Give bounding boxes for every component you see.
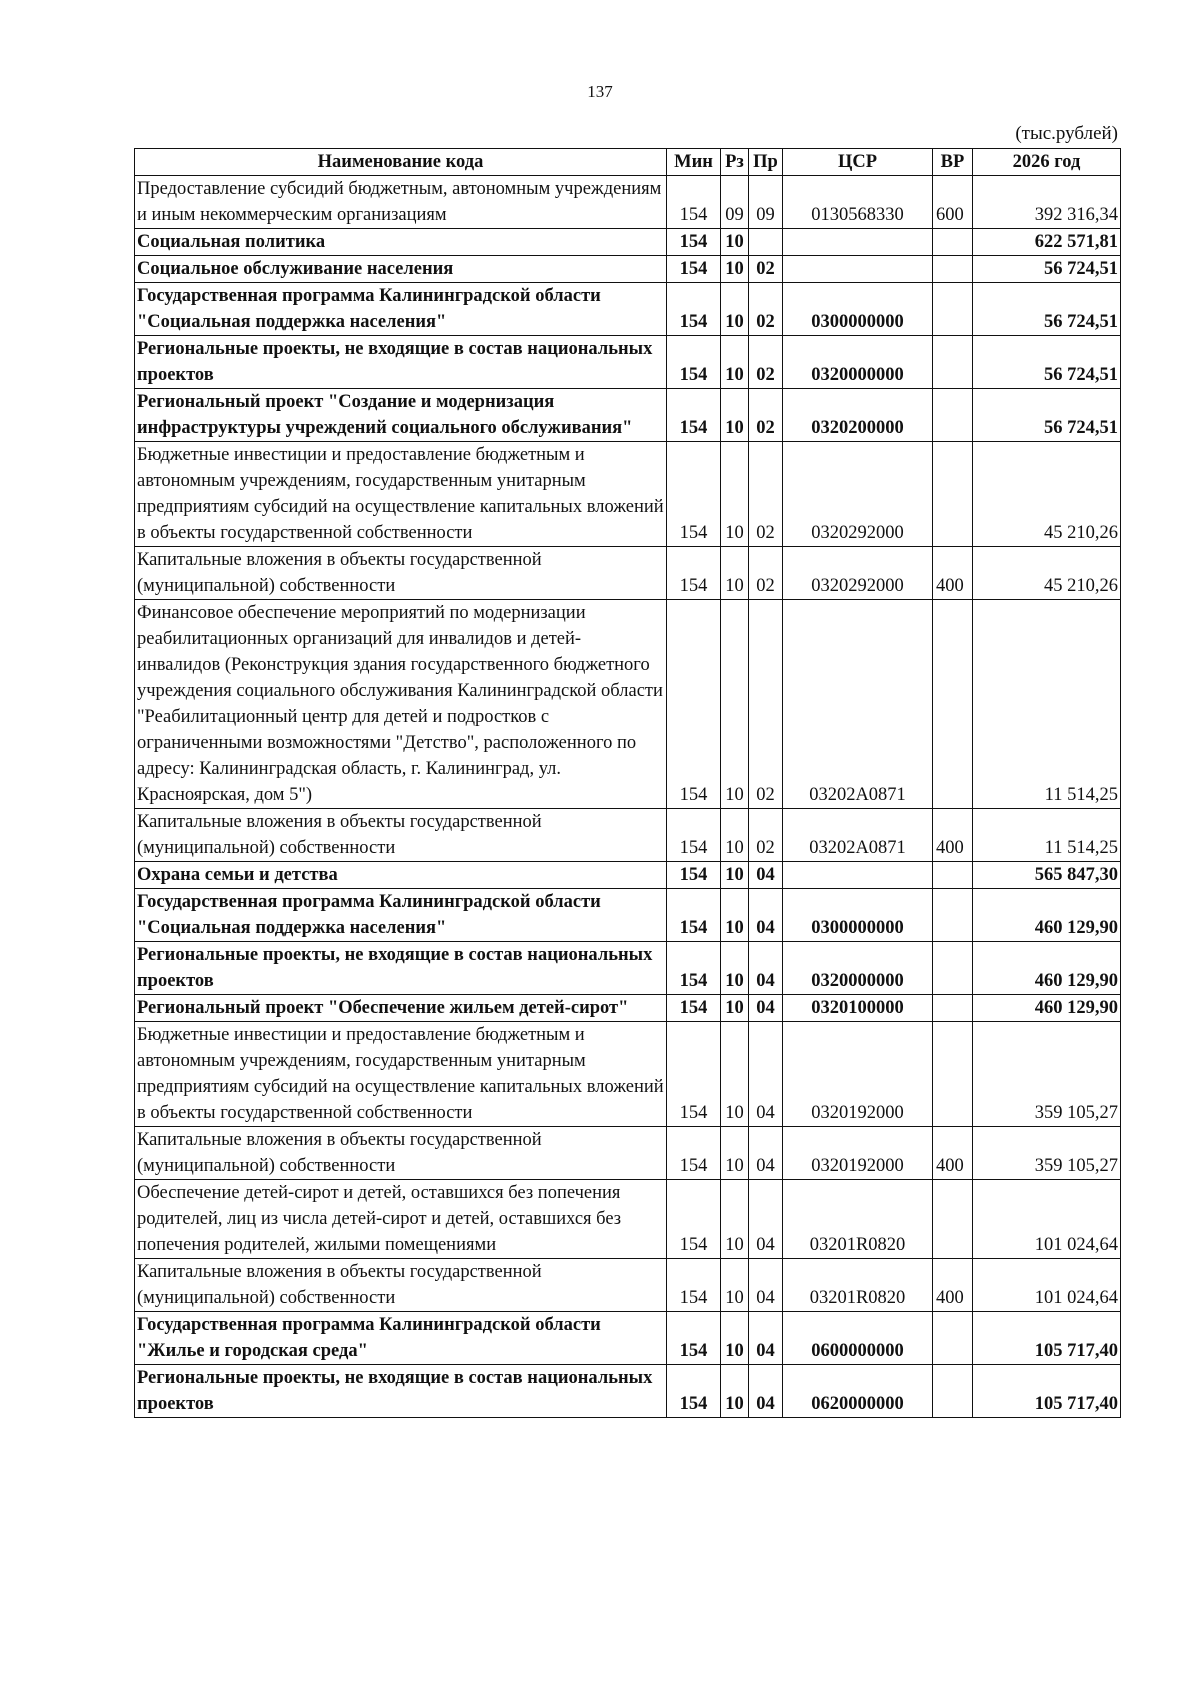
cell-vr: [933, 942, 973, 995]
cell-vr: 600: [933, 176, 973, 229]
cell-rz: 10: [721, 1127, 749, 1180]
cell-csr: [783, 256, 933, 283]
cell-pr: 04: [749, 995, 783, 1022]
table-row: [135, 229, 1121, 256]
cell-name: Капитальные вложения в объекты государственной (муниципальной) собственности: [135, 1259, 667, 1312]
cell-pr: 09: [749, 176, 783, 229]
cell-csr: 03201R0820: [783, 1180, 933, 1259]
header-min: Мин: [667, 149, 721, 176]
cell-csr: [783, 229, 933, 256]
cell-name: Социальная политика: [135, 229, 667, 256]
cell-csr: 0320100000: [783, 995, 933, 1022]
cell-vr: [933, 229, 973, 256]
table-row: [135, 389, 1121, 442]
cell-csr: 0620000000: [783, 1365, 933, 1418]
cell-vr: [933, 1022, 973, 1127]
cell-amount: 11 514,25: [973, 809, 1121, 862]
cell-csr: 0320000000: [783, 336, 933, 389]
header-year: 2026 год: [973, 149, 1121, 176]
table-row: [135, 942, 1121, 995]
cell-rz: 10: [721, 600, 749, 809]
cell-vr: [933, 1180, 973, 1259]
cell-rz: 10: [721, 229, 749, 256]
cell-csr: 0320192000: [783, 1022, 933, 1127]
table-row: [135, 256, 1121, 283]
cell-vr: [933, 600, 973, 809]
cell-vr: 400: [933, 547, 973, 600]
cell-amount: 622 571,81: [973, 229, 1121, 256]
cell-amount: 359 105,27: [973, 1022, 1121, 1127]
cell-min: 154: [667, 176, 721, 229]
cell-min: 154: [667, 229, 721, 256]
budget-table: [134, 148, 1121, 1418]
cell-csr: 0320000000: [783, 942, 933, 995]
cell-min: 154: [667, 1180, 721, 1259]
cell-vr: [933, 283, 973, 336]
cell-csr: 0130568330: [783, 176, 933, 229]
cell-rz: 10: [721, 1180, 749, 1259]
cell-rz: 10: [721, 889, 749, 942]
table-row: [135, 1022, 1121, 1127]
cell-pr: 04: [749, 1127, 783, 1180]
table-row: [135, 1365, 1121, 1418]
cell-amount: 460 129,90: [973, 889, 1121, 942]
cell-pr: [749, 229, 783, 256]
cell-name: Региональный проект "Создание и модернизация инфраструктуры учреждений социального обслуживания": [135, 389, 667, 442]
cell-min: 154: [667, 1127, 721, 1180]
cell-min: 154: [667, 1365, 721, 1418]
cell-min: 154: [667, 1022, 721, 1127]
table-row: [135, 176, 1121, 229]
cell-csr: 0320292000: [783, 442, 933, 547]
cell-vr: [933, 1365, 973, 1418]
cell-pr: 04: [749, 942, 783, 995]
cell-amount: 45 210,26: [973, 442, 1121, 547]
cell-rz: 10: [721, 442, 749, 547]
cell-name: Обеспечение детей-сирот и детей, оставшихся без попечения родителей, лиц из числа детей-сирот и детей, оставшихся без попечения родителей, жилыми помещениями: [135, 1180, 667, 1259]
table-row: [135, 336, 1121, 389]
cell-rz: 10: [721, 995, 749, 1022]
header-csr: ЦСР: [783, 149, 933, 176]
cell-amount: 56 724,51: [973, 283, 1121, 336]
cell-rz: 10: [721, 336, 749, 389]
cell-rz: 09: [721, 176, 749, 229]
cell-vr: [933, 442, 973, 547]
cell-name: Капитальные вложения в объекты государственной (муниципальной) собственности: [135, 1127, 667, 1180]
cell-csr: 0320200000: [783, 389, 933, 442]
cell-name: Региональные проекты, не входящие в состав национальных проектов: [135, 336, 667, 389]
cell-csr: 0320292000: [783, 547, 933, 600]
table-row: [135, 862, 1121, 889]
cell-name: Охрана семьи и детства: [135, 862, 667, 889]
cell-min: 154: [667, 256, 721, 283]
cell-amount: 101 024,64: [973, 1180, 1121, 1259]
cell-min: 154: [667, 862, 721, 889]
cell-name: Капитальные вложения в объекты государственной (муниципальной) собственности: [135, 809, 667, 862]
cell-min: 154: [667, 1312, 721, 1365]
cell-vr: [933, 389, 973, 442]
cell-vr: 400: [933, 1259, 973, 1312]
cell-min: 154: [667, 995, 721, 1022]
cell-csr: 03201R0820: [783, 1259, 933, 1312]
units-label: (тыс.рублей): [1015, 123, 1118, 144]
cell-csr: 03202A0871: [783, 809, 933, 862]
cell-pr: 04: [749, 1312, 783, 1365]
cell-amount: 56 724,51: [973, 389, 1121, 442]
page-number: 137: [587, 82, 613, 101]
cell-amount: 45 210,26: [973, 547, 1121, 600]
cell-min: 154: [667, 442, 721, 547]
cell-amount: 11 514,25: [973, 600, 1121, 809]
table-row: [135, 1127, 1121, 1180]
cell-pr: 04: [749, 862, 783, 889]
cell-rz: 10: [721, 862, 749, 889]
cell-rz: 10: [721, 1312, 749, 1365]
table-body: [135, 176, 1121, 1418]
table-row: [135, 1259, 1121, 1312]
cell-amount: 392 316,34: [973, 176, 1121, 229]
cell-pr: 02: [749, 547, 783, 600]
table-header-row: [135, 149, 1121, 176]
cell-name: Социальное обслуживание населения: [135, 256, 667, 283]
cell-name: Предоставление субсидий бюджетным, автономным учреждениям и иным некоммерческим организациям: [135, 176, 667, 229]
cell-amount: 359 105,27: [973, 1127, 1121, 1180]
cell-name: Бюджетные инвестиции и предоставление бюджетным и автономным учреждениям, государственным унитарным предприятиям субсидий на осуществление капитальных вложений в объекты государственной собственности: [135, 442, 667, 547]
cell-vr: [933, 256, 973, 283]
cell-pr: 04: [749, 1365, 783, 1418]
cell-csr: 0600000000: [783, 1312, 933, 1365]
cell-amount: 56 724,51: [973, 256, 1121, 283]
table-row: [135, 600, 1121, 809]
table-row: [135, 995, 1121, 1022]
cell-vr: [933, 995, 973, 1022]
cell-name: Государственная программа Калининградской области "Жилье и городская среда": [135, 1312, 667, 1365]
header-name: Наименование кода: [135, 149, 667, 176]
cell-pr: 02: [749, 809, 783, 862]
cell-vr: [933, 336, 973, 389]
cell-vr: 400: [933, 1127, 973, 1180]
cell-min: 154: [667, 1259, 721, 1312]
cell-name: Государственная программа Калининградской области "Социальная поддержка населения": [135, 283, 667, 336]
cell-pr: 02: [749, 600, 783, 809]
header-rz: Рз: [721, 149, 749, 176]
cell-amount: 56 724,51: [973, 336, 1121, 389]
cell-csr: 0300000000: [783, 889, 933, 942]
cell-min: 154: [667, 600, 721, 809]
cell-amount: 460 129,90: [973, 995, 1121, 1022]
cell-pr: 02: [749, 336, 783, 389]
cell-name: Бюджетные инвестиции и предоставление бюджетным и автономным учреждениям, государственным унитарным предприятиям субсидий на осуществление капитальных вложений в объекты государственной собственности: [135, 1022, 667, 1127]
cell-rz: 10: [721, 547, 749, 600]
table-row: [135, 283, 1121, 336]
cell-csr: [783, 862, 933, 889]
cell-name: Капитальные вложения в объекты государственной (муниципальной) собственности: [135, 547, 667, 600]
header-pr: Пр: [749, 149, 783, 176]
cell-min: 154: [667, 283, 721, 336]
table-row: [135, 1180, 1121, 1259]
table-row: [135, 1312, 1121, 1365]
cell-pr: 02: [749, 256, 783, 283]
cell-rz: 10: [721, 283, 749, 336]
cell-name: Финансовое обеспечение мероприятий по модернизации реабилитационных организаций для инвалидов и детей-инвалидов (Реконструкция здания государственного бюджетного учреждения социального обслуживания Калининградской области "Реабилитационный центр для детей и подростков с ограниченными возможностями "Детство", расположенного по адресу: Калининградская область, г. Калининград, ул. Красноярская, дом 5"): [135, 600, 667, 809]
cell-pr: 04: [749, 1022, 783, 1127]
cell-min: 154: [667, 942, 721, 995]
cell-vr: [933, 889, 973, 942]
cell-rz: 10: [721, 1022, 749, 1127]
table-row: [135, 809, 1121, 862]
cell-csr: 0300000000: [783, 283, 933, 336]
cell-name: Региональный проект "Обеспечение жильем детей-сирот": [135, 995, 667, 1022]
cell-pr: 02: [749, 442, 783, 547]
cell-rz: 10: [721, 389, 749, 442]
cell-csr: 0320192000: [783, 1127, 933, 1180]
cell-csr: 03202A0871: [783, 600, 933, 809]
cell-vr: [933, 862, 973, 889]
table-row: [135, 889, 1121, 942]
table-row: [135, 547, 1121, 600]
cell-pr: 04: [749, 1180, 783, 1259]
cell-name: Региональные проекты, не входящие в состав национальных проектов: [135, 942, 667, 995]
cell-name: Государственная программа Калининградской области "Социальная поддержка населения": [135, 889, 667, 942]
cell-name: Региональные проекты, не входящие в состав национальных проектов: [135, 1365, 667, 1418]
cell-min: 154: [667, 389, 721, 442]
cell-pr: 02: [749, 389, 783, 442]
cell-rz: 10: [721, 1365, 749, 1418]
header-vr: ВР: [933, 149, 973, 176]
table-row: [135, 442, 1121, 547]
cell-vr: [933, 1312, 973, 1365]
cell-min: 154: [667, 809, 721, 862]
cell-min: 154: [667, 547, 721, 600]
cell-amount: 105 717,40: [973, 1312, 1121, 1365]
cell-amount: 565 847,30: [973, 862, 1121, 889]
cell-pr: 04: [749, 1259, 783, 1312]
cell-rz: 10: [721, 809, 749, 862]
cell-amount: 101 024,64: [973, 1259, 1121, 1312]
cell-rz: 10: [721, 1259, 749, 1312]
cell-rz: 10: [721, 256, 749, 283]
cell-pr: 02: [749, 283, 783, 336]
cell-min: 154: [667, 889, 721, 942]
cell-vr: 400: [933, 809, 973, 862]
cell-amount: 105 717,40: [973, 1365, 1121, 1418]
cell-rz: 10: [721, 942, 749, 995]
cell-pr: 04: [749, 889, 783, 942]
cell-min: 154: [667, 336, 721, 389]
cell-amount: 460 129,90: [973, 942, 1121, 995]
